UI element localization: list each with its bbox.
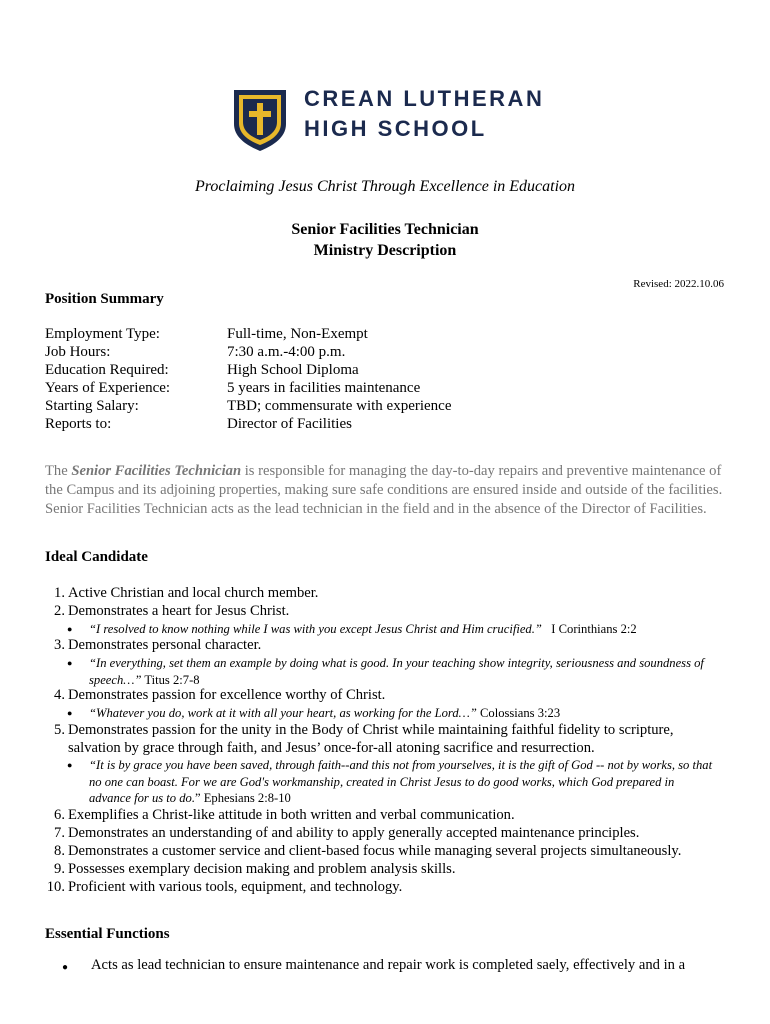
summary-row bbox=[45, 362, 745, 380]
quote-text: “Whatever you do, work at it with all your heart, as working for the Lord…” bbox=[89, 706, 477, 720]
item-text: Proficient with various tools, equipment, and technology. bbox=[68, 879, 403, 895]
summary-label: Starting Salary: bbox=[45, 398, 139, 414]
intro-prefix: The bbox=[45, 463, 72, 479]
quote-reference: I Corinthians 2:2 bbox=[541, 622, 637, 636]
item-text: Demonstrates an understanding of and ability to apply generally accepted maintenance principles. bbox=[68, 825, 640, 841]
summary-label: Employment Type: bbox=[45, 326, 160, 342]
revised-date: Revised: 2022.10.06 bbox=[633, 278, 724, 290]
item-number: 3. bbox=[54, 637, 65, 653]
item-number: 5. bbox=[54, 722, 65, 738]
bullet-icon: ● bbox=[62, 962, 69, 973]
summary-value: 7:30 a.m.-4:00 p.m. bbox=[227, 344, 346, 360]
essential-function-item: Acts as lead technician to ensure maintenance and repair work is completed saely, effectively and in a bbox=[91, 957, 686, 973]
item-text: Demonstrates a heart for Jesus Christ. bbox=[68, 603, 290, 619]
summary-label: Years of Experience: bbox=[45, 380, 171, 396]
summary-row bbox=[45, 380, 745, 398]
item-text: Active Christian and local church member. bbox=[68, 585, 319, 601]
intro-role: Senior Facilities Technician bbox=[71, 463, 242, 479]
item-text: Demonstrates a customer service and client-based focus while managing several projects simultaneously. bbox=[68, 843, 682, 859]
tagline: Proclaiming Jesus Christ Through Excellence in Education bbox=[194, 178, 576, 195]
intro-body: is responsible for managing the day-to-day repairs and preventive maintenance of the Campus and its adjoining properties, making sure safe conditions are ensured inside and outside of the facilities. Senior Facilities Technician acts as the lead technician in the field and in the absence of the Director of Facilities. bbox=[45, 463, 723, 517]
cross-shield-icon bbox=[232, 88, 288, 152]
item-text: Possesses exemplary decision making and problem analysis skills. bbox=[68, 861, 456, 877]
quote-reference: Colossians 3:23 bbox=[476, 706, 561, 720]
intro-paragraph bbox=[45, 462, 725, 519]
item-number: 9. bbox=[54, 861, 65, 877]
document-title: Senior Facilities Technician bbox=[291, 221, 479, 238]
summary-row bbox=[45, 398, 745, 416]
essential-functions-heading: Essential Functions bbox=[45, 926, 170, 942]
summary-label: Education Required: bbox=[45, 362, 169, 378]
bullet-icon: ● bbox=[67, 708, 73, 718]
document-subtitle: Ministry Description bbox=[313, 242, 457, 259]
item-text: Demonstrates passion for excellence worthy of Christ. bbox=[68, 687, 386, 703]
item-text: Demonstrates personal character. bbox=[68, 637, 262, 653]
item-text: Exemplifies a Christ-like attitude in both written and verbal communication. bbox=[68, 807, 515, 823]
item-number: 4. bbox=[54, 687, 65, 703]
quote-text: “In everything, set them an example by doing what is good. In your teaching show integrity, seriousness and soundness of speech…” bbox=[89, 656, 704, 687]
summary-value: Director of Facilities bbox=[227, 416, 352, 432]
summary-value: Full-time, Non-Exempt bbox=[227, 326, 368, 342]
school-name-line1: CREAN LUTHERAN bbox=[304, 86, 545, 111]
summary-value: TBD; commensurate with experience bbox=[227, 398, 452, 414]
bullet-icon: ● bbox=[67, 658, 73, 668]
ideal-candidate-list bbox=[45, 585, 725, 905]
summary-label: Reports to: bbox=[45, 416, 112, 432]
quote-reference: Titus 2:7-8 bbox=[141, 672, 200, 687]
item-number: 1. bbox=[54, 585, 65, 601]
summary-row bbox=[45, 326, 745, 344]
item-number: 7. bbox=[54, 825, 65, 841]
summary-value: 5 years in facilities maintenance bbox=[227, 380, 421, 396]
ideal-candidate-heading: Ideal Candidate bbox=[45, 549, 148, 565]
item-text: Demonstrates passion for the unity in the Body of Christ while maintaining faithful fidelity to scripture, salvation by grace through faith, and Jesus’ once-for-all atoning sacrifice and resurrection. bbox=[68, 722, 674, 756]
quote-text: “It is by grace you have been saved, through faith--and this not from yourselves, it is the gift of God -- not by works, so that no one can boast. For we are God's workmanship, created in Christ Jesus to do good works, which God prepared in advance for us to do. bbox=[89, 758, 713, 805]
summary-row bbox=[45, 344, 745, 362]
school-name-line2: HIGH SCHOOL bbox=[304, 116, 487, 141]
quote-reference: ” Ephesians 2:8-10 bbox=[194, 791, 291, 805]
item-number: 8. bbox=[54, 843, 65, 859]
bullet-icon: ● bbox=[67, 760, 73, 770]
quote-text: “I resolved to know nothing while I was with you except Jesus Christ and Him crucified.” bbox=[89, 622, 542, 636]
item-number: 6. bbox=[54, 807, 65, 823]
bullet-icon: ● bbox=[67, 624, 73, 634]
summary-value: High School Diploma bbox=[227, 362, 359, 378]
summary-row bbox=[45, 416, 745, 434]
item-number: 10. bbox=[46, 879, 65, 895]
position-summary-heading: Position Summary bbox=[45, 291, 164, 307]
item-number: 2. bbox=[54, 603, 65, 619]
summary-label: Job Hours: bbox=[45, 344, 111, 360]
